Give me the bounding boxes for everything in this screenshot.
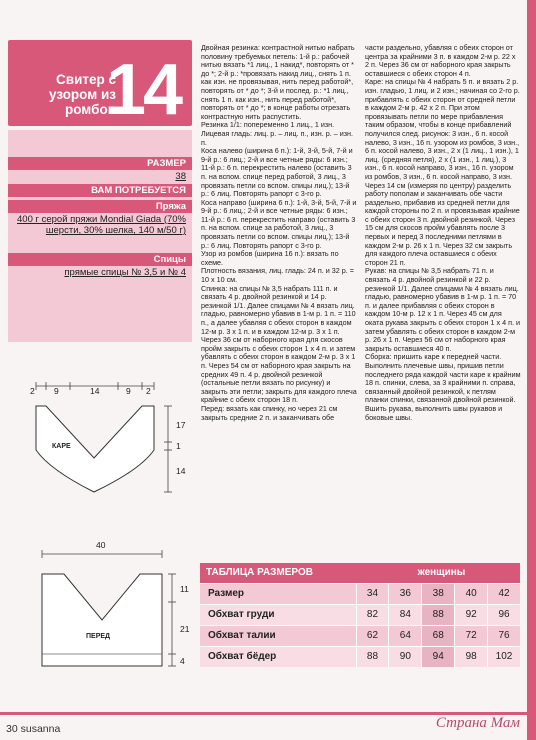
front-schematic (22, 540, 202, 670)
row-label: Размер (208, 588, 245, 599)
cell: 76 (487, 626, 520, 646)
dim: 2 (30, 386, 35, 396)
magazine-name: susanna (20, 723, 61, 735)
cell: 94 (421, 647, 454, 667)
cell: 68 (421, 626, 454, 646)
dim: 14 (90, 386, 100, 396)
yarn-value: 400 г серой пряжи Mondial Giada (70% шерсти, 30% шелка, 140 м/50 г) (17, 214, 186, 236)
dim: 40 (96, 540, 106, 550)
cell: 38 (421, 584, 454, 604)
model-number: 14 (106, 50, 181, 130)
page-footer (6, 723, 60, 735)
dim: 4 (180, 656, 185, 666)
table-group: женщины (417, 567, 466, 578)
cell: 42 (487, 584, 520, 604)
needles-value: прямые спицы № 3,5 и № 4 (64, 267, 186, 278)
right-stripe (527, 0, 536, 740)
cell: 84 (388, 605, 421, 625)
needles-label: Спицы (8, 253, 192, 266)
text-column-1: Двойная резинка: контрастной нитью набрать половину требуемых петель: 1-й р.: рабочей нитью вязать *1 лиц., 1 накид*, повторять от * до *; 2-й р.: *провязать накид лиц., снять 1 п. как изн. не провязывая, нить перед работой*, повторять от * до *; 3-й и послед. р.: *1 лиц., снять 1 п. как изн., нить перед работой*, повторять от * до *; в конце работы отрезать контрастную нить распустить. Резинка 1/1: попеременно 1 лиц., 1 изн. Лицевая гладь: лиц. р. – лиц. п., изн. р. – изн. п. Коса налево (ширина 6 п.): 1-й, 3-й, 5-й, 7-й и 9-й р.: 6 лиц.; 2-й и все четные ряды: 6 изн.; 11-й р.: 6 п. перекрестить налево (оставить 3 п. на вспом. спице перед работой, 3 лиц., 3 провязать петли со вспом. спицы лиц.); 13-й р.: 6 лиц. Повторять рапорт с 3-го р. Коса направо (ширина 6 п.): 1-й, 3-й, 5-й, 7-й и 9-й р.: 6 лиц.; 2-й и все четные ряды: 6 изн.; 11-й р.: 6 п. перекрестить направо (оставить 3 п. на вспом. спице за работой, 3 лиц., 3 провязать петли со вспом. спицы лиц.); 13-й р.: 6 лиц. Повторять рапорт с 3-го р. Узор из ромбов (ширина 16 п.): вязать по схеме. Плотность вязания, лиц. гладь: 24 п. и 32 р. = 10 х 10 см. Спинка: на спицы № 3,5 набрать 111 п. и связать 4 р. двойной резинкой и 14 р. резинкой 1/1. Далее спицами № 4 вязать лиц. гладью, равномерно убавив в 1-м р. 1 п. = 110 п., а далее убавляя с обеих сторон в каждом 12-м р. 3 х 1 п. и в каждом 12-м р. 3 х 1 п. Через 36 см от наборного края для скосов пройм закрыть с обеих сторон 1 х 4 п. и затем убавлять с обеих сторон в каждом 2-м р. 3 х 1 п. Через 54 см от наборного края закрыть на средних 49 п. 4 р. двойной резинкой (остальные петли вязать по рисунку) и закрыть эти петли; закрыть для каждого плеча крайние с обеих сторон 18 п. Перед: вязать как спинку, но через 21 см закрыть средние 2 п. и заканчивать обе (201, 44, 357, 422)
dim: 21 (180, 624, 190, 634)
dim: 17 (176, 420, 186, 430)
page-number: 30 (6, 723, 18, 735)
cell: 64 (388, 626, 421, 646)
table-row (200, 625, 520, 646)
cell: 34 (356, 584, 389, 604)
cell: 96 (487, 605, 520, 625)
table-row (200, 604, 520, 625)
row-label: Обхват бёдер (208, 651, 277, 662)
cell: 90 (388, 647, 421, 667)
table-row (200, 646, 520, 667)
need-label: ВАМ ПОТРЕБУЕТСЯ (8, 184, 192, 197)
dim: 11 (180, 584, 189, 594)
cell: 82 (356, 605, 389, 625)
cell: 36 (388, 584, 421, 604)
size-value: 38 (175, 171, 186, 182)
dim: 9 (54, 386, 59, 396)
row-label: Обхват груди (208, 609, 275, 620)
table-title: ТАБЛИЦА РАЗМЕРОВ (206, 567, 313, 578)
row-label: Обхват талии (208, 630, 276, 641)
dim: 9 (126, 386, 131, 396)
dim: 2 (146, 386, 151, 396)
size-label: РАЗМЕР (8, 157, 192, 170)
size-table (200, 563, 520, 667)
text-column-2: части раздельно, убавляя с обеих сторон от центра за крайними 3 п. в каждом 2-м р. 22 х 2 п. Через 36 см от наборного края закрыть оставшиеся с обеих сторон 4 п. Каре: на спицы № 4 набрать 5 п. и вязать 2 р. изн. гладью, 1 лиц. и 2 изн.; начиная со 2-го р. прибавлять с обеих сторон от средней петли в каждом 2-м р. 42 х 2 п. При этом провязывать петли по мере прибавления таким образом, чтобы в конце прибавлений получился след. рисунок: 3 изн., 6 п. косой налево, 3 изн., 16 п. узором из ромбов, 3 изн., 6 п. косой налево, 3 изн., 2 х (1 лиц., 1 изн.), 1 лиц. (средняя петля), 2 х (1 изн., 1 лиц.), 3 изн., 6 п. косой направо, 3 изн., 16 п. узором из ромбов, 3 изн., 6 п. косой направо, 3 изн. Через 14 см (измеряя по центру) разделить работу пополам и заканчивать обе части раздельно, прибавив из средней петли для каждой стороны по 2 п. и провязывая крайние с обеих сторон 3 п. двойной резинкой. Через 15 см для скосов пройм убавлять после 3 первых и перед 3 последними петлями в каждом 2-м р. 26 х 1 п. Через 32 см закрыть для каждого плеча оставшиеся с обеих сторон 21 п. Рукав: на спицы № 3,5 набрать 71 п. и связать 4 р. двойной резинкой и 22 р. резинкой 1/1. Далее спицами № 4 вязать лиц. гладью, равномерно убавив в 1-м р. 1 п. = 70 п. и далее прибавляя с обеих сторон в каждом 10-м р. 12 х 1 п. Через 45 см для оката рукава закрыть с обеих сторон 1 х 4 п. и затем убавлять с обеих сторон в каждом 2-м р. 26 х 1 п. Через 56 см от наборного края закрыть оставшиеся 40 п. Сборка: пришить каре к передней части. Выполнить плечевые швы, пришив петли последнего ряда каждой части каре к крайним 18 п. спинки, слева, за 3 крайними п. справа, связанный двойной резинкой, к петлям планки спинки, связанной двойной резинкой. Вшить рукава, выполнить швы рукавов и боковые швы. (365, 44, 521, 422)
yoke-schematic (22, 378, 202, 508)
watermark: Страна Мам (435, 715, 520, 731)
cell: 88 (421, 605, 454, 625)
page-title: Свитер с узором из ромбов (48, 72, 116, 117)
table-header (200, 563, 520, 583)
front-label: ПЕРЕД (86, 633, 111, 640)
cell: 62 (356, 626, 389, 646)
yarn-label: Пряжа (8, 200, 192, 213)
table-row (200, 583, 520, 604)
cell: 40 (454, 584, 487, 604)
yoke-label: КАРЕ (52, 443, 71, 450)
cell: 92 (454, 605, 487, 625)
cell: 98 (454, 647, 487, 667)
dim: 1 (176, 441, 181, 451)
cell: 72 (454, 626, 487, 646)
cell: 88 (356, 647, 389, 667)
dim: 14 (176, 466, 186, 476)
cell: 102 (487, 647, 520, 667)
